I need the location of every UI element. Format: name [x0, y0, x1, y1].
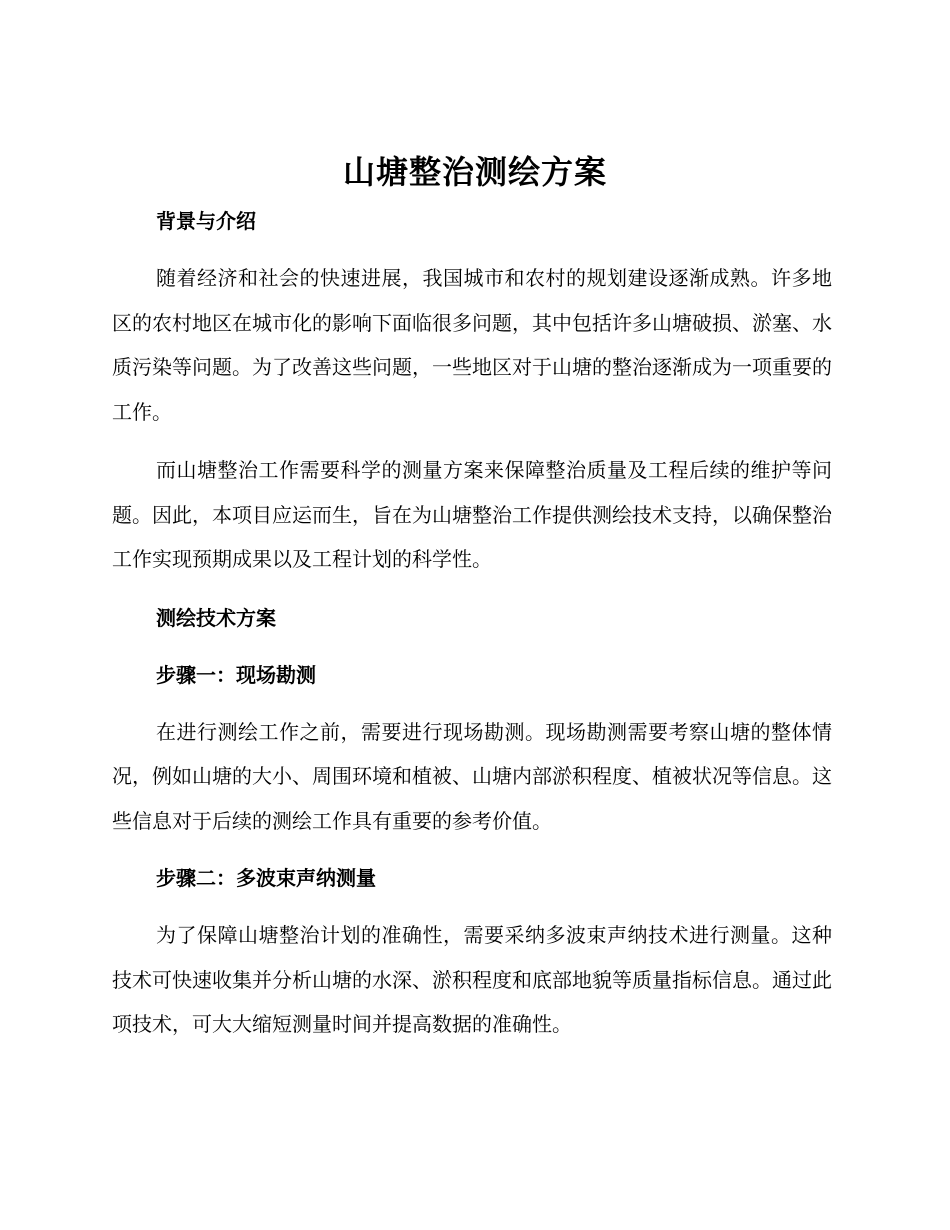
- section-heading-background: 背景与介绍: [156, 209, 256, 233]
- paragraph-background-1: 随着经济和社会的快速进展，我国城市和农村的规划建设逐渐成熟。许多地区的农村地区在城市化的影响下面临很多问题，其中包括许多山塘破损、淤塞、水质污染等问题。为了改善这些问题，一些地区对于山塘的整治逐渐成为一项重要的工作。: [112, 266, 832, 424]
- document-body: [112, 199, 832, 1047]
- paragraph-step-two: 为了保障山塘整治计划的准确性，需要采纳多波束声纳技术进行测量。这种技术可快速收集并分析山塘的水深、淤积程度和底部地貌等质量指标信息。通过此项技术，可大大缩短测量时间并提高数据的准确性。: [112, 923, 832, 1036]
- section-heading-step-one: 步骤一：现场勘测: [156, 662, 316, 687]
- section-heading-step-two: 步骤二：多波束声纳测量: [156, 866, 376, 890]
- document-title: 山塘整治测绘方案: [342, 153, 607, 191]
- section-heading-technical-plan: 测绘技术方案: [156, 605, 276, 630]
- paragraph-background-2: 而山塘整治工作需要科学的测量方案来保障整治质量及工程后续的维护等问题。因此，本项目应运而生，旨在为山塘整治工作提供测绘技术支持，以确保整治工作实现预期成果以及工程计划的科学性。: [112, 458, 832, 571]
- paragraph-step-one: 在进行测绘工作之前，需要进行现场勘测。现场勘测需要考察山塘的整体情况，例如山塘的大小、周围环境和植被、山塘内部淤积程度、植被状况等信息。这些信息对于后续的测绘工作具有重要的参考价值。: [112, 719, 832, 833]
